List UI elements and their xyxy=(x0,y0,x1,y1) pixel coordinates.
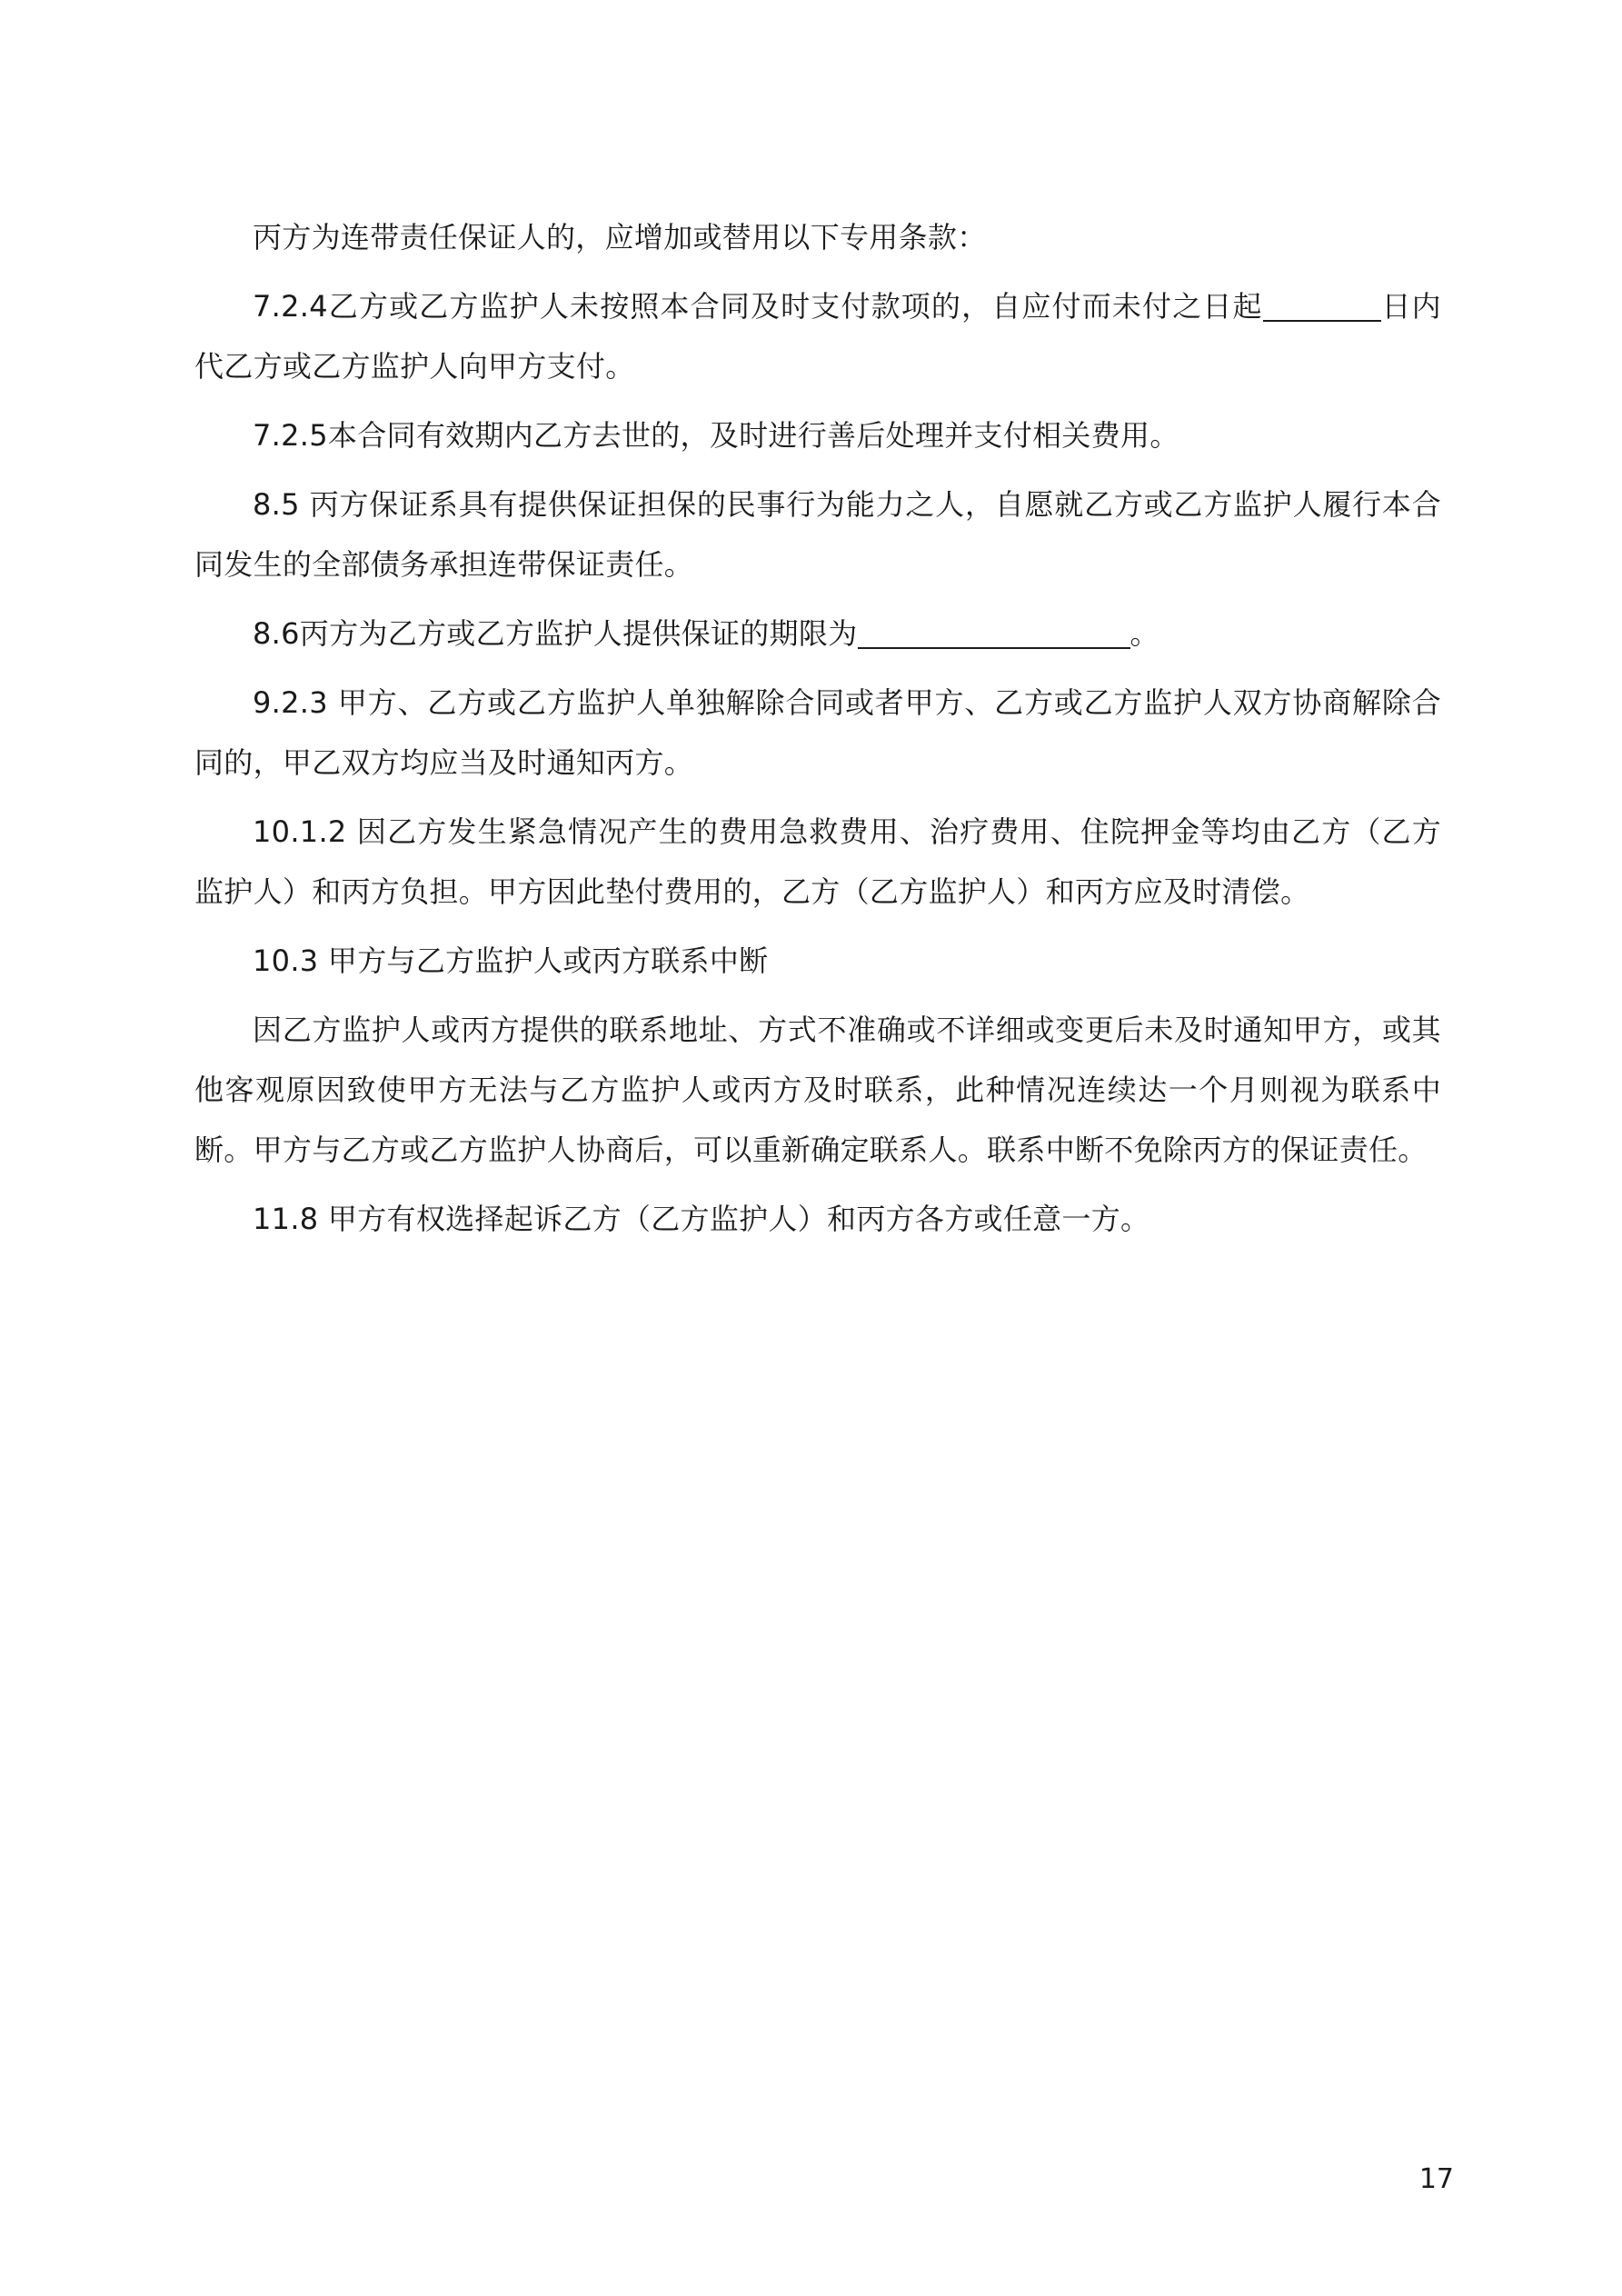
paragraph-7-2-5: 7.2.5本合同有效期内乙方去世的，及时进行善后处理并支付相关费用。 xyxy=(253,418,1179,453)
paragraph-intro: 丙方为连带责任保证人的，应增加或替用以下专用条款： xyxy=(253,220,987,255)
paragraph-8-6-before: 8.6丙方为乙方或乙方监护人提供保证的期限为 xyxy=(253,616,858,651)
paragraph-10-3-body: 因乙方监护人或丙方提供的联系地址、方式不准确或不详细或变更后未及时通知甲方，或其他客观原因致使甲方无法与乙方监护人或丙方及时联系，此种情况连续达一个月则视为联系中断。甲方与乙方或乙方监护人协商后，可以重新确定联系人。联系中断不免除丙方的保证责任。 xyxy=(194,1013,1441,1167)
blank-days-field xyxy=(1263,284,1381,322)
paragraph-10-3-heading: 10.3 甲方与乙方监护人或丙方联系中断 xyxy=(253,943,769,978)
paragraph-8-6 xyxy=(194,604,1441,664)
blank-guarantee-period-field xyxy=(858,611,1130,649)
paragraph-10-1-2: 10.1.2 因乙方发生紧急情况产生的费用急救费用、治疗费用、住院押金等均由乙方（乙方监护人）和丙方负担。甲方因此垫付费用的，乙方（乙方监护人）和丙方应及时清偿。 xyxy=(194,814,1441,909)
paragraph-7-2-4-after: 日内代乙方或乙方监护人向甲方支付。 xyxy=(194,289,1441,384)
page-number: 17 xyxy=(1418,2163,1454,2195)
paragraph-8-6-after: 。 xyxy=(1129,616,1159,651)
paragraph-7-2-4-before: 7.2.4乙方或乙方监护人未按照本合同及时支付款项的，自应付而未付之日起 xyxy=(253,289,1263,324)
document-body xyxy=(194,207,1441,1258)
paragraph-9-2-3: 9.2.3 甲方、乙方或乙方监护人单独解除合同或者甲方、乙方或乙方监护人双方协商解除合同的，甲乙双方均应当及时通知丙方。 xyxy=(194,685,1441,780)
paragraph-8-5: 8.5 丙方保证系具有提供保证担保的民事行为能力之人，自愿就乙方或乙方监护人履行本合同发生的全部债务承担连带保证责任。 xyxy=(194,487,1441,582)
paragraph-7-2-4 xyxy=(194,276,1441,396)
paragraph-11-8: 11.8 甲方有权选择起诉乙方（乙方监护人）和丙方各方或任意一方。 xyxy=(253,1202,1150,1236)
